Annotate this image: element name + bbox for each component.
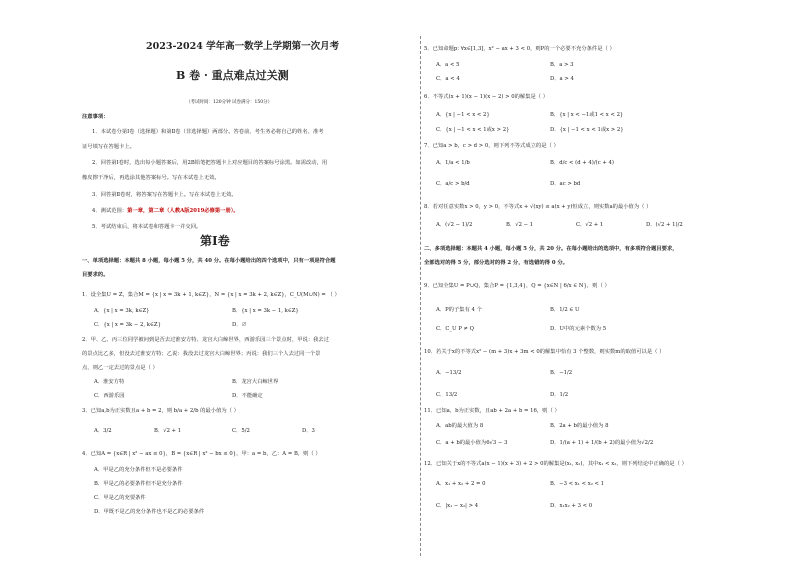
q8-option-b: B．√2 − 1 [506,222,534,228]
note-3: 3．回答第Ⅱ卷时，将答案写在答题卡上。写在本试卷上无效。 [92,192,237,198]
q2-option-c: C．西游乐园 [94,393,125,399]
q4-option-b: B．甲是乙的必要条件但不是充分条件 [94,481,183,487]
q6-option-b: B．{x | x < −1或1 < x < 2} [550,112,624,118]
q11-option-a: A．ab的最大值为 8 [436,423,484,429]
question-1: 1．设全集U = Z，集合M = {x | x = 3k + 1, k∈Z}，N = {x | x = 3k + 2, k∈Z}，C_U(M∪N) = （ ） [82,292,340,298]
q11-option-c: C．a + b的最小值为6√3 − 3 [436,440,508,446]
q3-option-d: D．3 [302,428,315,434]
question-8: 8．若对任意实数x > 0，y > 0，不等式x + √(xy) ≤ a(x + y)恒成立，则实数a的最小值为（ ） [424,204,652,210]
q12-option-b: B．−3 < x₁ < x₂ < 1 [550,481,605,487]
note-2a: 2．回答第Ⅰ卷时，选出每小题答案后，用2B铅笔把答题卡上对应题目的答案标号涂黑。如需改动，用 [92,160,328,166]
question-5: 5．已知命题p: ∀x∈[1,3]，x² − ax + 3 < 0，则P的一个必要不充分条件是（ ） [424,46,615,52]
q6-option-a: A．{x | −1 < x < 2} [436,112,490,118]
question-7: 7．已知a > b，c > d > 0，则下列不等式成立的是（ ） [424,143,559,149]
section-1-title: 第Ⅰ卷 [200,234,230,248]
q12-option-d: D．x₁x₂ + 3 < 0 [550,503,593,509]
right-column [424,0,724,562]
notes-heading: 注意事项： [82,114,109,120]
question-11: 11．已知a，b为正实数，且ab + 2a + b = 16，则（ ） [424,408,560,414]
q3-option-b: B．√2 + 1 [154,428,182,434]
q2-option-d: D．不能确定 [232,393,263,399]
exam-info: （考试时间：120分钟 试卷满分：150分） [186,100,273,105]
q3-option-c: C．5/2 [232,428,250,434]
q1-option-d: D．∅ [232,322,247,328]
q10-option-c: C．13/2 [436,392,458,398]
q9-option-c: C．C_U P ≠ Q [436,326,474,332]
q11-option-d: D．1/(a + 1) + 1/(b + 2)的最小值为√2/2 [550,440,654,446]
note-1b: 证号填写在答题卡上。 [82,144,135,150]
q5-option-a: A．a < 5 [436,62,460,68]
question-2b: 的景点比乙多，但没去过淮安方特；乙说：我没去过龙宫大白鲸世界；丙说：我们三个人去过同一个景 [82,351,321,357]
exam-subtitle: B 卷 · 重点难点过关测 [176,69,289,82]
q5-option-d: D．a > 4 [550,76,574,82]
q4-option-c: C．甲是乙的充要条件 [94,495,146,501]
q12-option-c: C．|x₁ − x₂| > 4 [436,503,479,509]
q11-option-b: B．2a + b的最小值为 8 [550,423,609,429]
note-2b: 橡皮擦干净后，再选涂其他答案标号。写在本试卷上无效。 [82,175,220,181]
q10-option-b: B．−1/2 [550,370,573,376]
question-9: 9．已知全集U = P∪Q，集合P = {1,3,4}，Q = {x∈N | 6/x ∈ N}，则（ ） [424,283,610,289]
question-2a: 2．甲、乙、丙三位同学被问到是否去过淮安方特、龙宫大白鲸世界，西游乐园三个景点时，甲说：我去过 [82,337,330,343]
question-4: 4．已知A = {x∈R | x² − ax ≤ 0}，B = {x∈R | x² − bx ≤ 0}，甲：a = b，乙：A = B，则（ ） [82,451,321,457]
note-4-prefix: 4．测试范围： [92,208,128,214]
q10-option-a: A．−13/2 [436,370,462,376]
question-10: 10．若关于x的不等式x² − (m + 3)x + 3m < 0的解集中恰有 3 个整数，则实数m的取值可以是（ ） [424,349,665,355]
note-4-scope: 第一章，第二章（人教A版2019必修第一册）。 [127,208,239,214]
q3-option-a: A．3/2 [94,428,112,434]
question-6: 6．不等式(x + 1)(x − 1)(x − 2) > 0的解集是（ ） [424,94,549,100]
exam-title: 2023-2024 学年高一数学上学期第一次月考 [146,41,340,52]
q2-option-b: B．龙宫大白鲸世界 [232,379,279,385]
q7-option-d: D．ac > bd [550,181,581,187]
question-12: 12．已知关于x的不等式a(x − 1)(x + 3) + 2 > 0的解集是(x₁, x₂)，其中x₁ < x₂，则下列结论中正确的是（ ） [424,461,687,467]
q4-option-a: A．甲是乙的充分条件但不是必要条件 [94,467,183,473]
q9-option-b: B．1/2 ∈ U [550,307,580,313]
section-2-intro-b: 全部选对的得 5 分，部分选对的得 2 分，有选错的得 0 分。 [424,260,568,266]
section-1-intro-a: 一、单项选择题：本题共 8 小题，每小题 5 分，共 40 分。在每小题给出的四个选项中，只有一项是符合题 [82,258,336,264]
q9-option-a: A．P的子集有 4 个 [436,307,482,313]
q8-option-a: A．(√2 − 1)/2 [436,222,473,228]
column-divider [420,36,421,556]
q5-option-b: B．a > 3 [550,62,574,68]
note-5: 5．考试结束后，将本试卷和答题卡一并交回。 [92,224,202,230]
q8-option-c: C．√2 + 1 [576,222,604,228]
q4-option-d: D．甲既不是乙的充分条件也不是乙的必要条件 [94,509,205,515]
q2-option-a: A．淮安方特 [94,379,125,385]
section-1-intro-b: 目要求的。 [82,272,109,278]
q12-option-a: A．x₁ + x₂ + 2 = 0 [436,481,486,487]
note-1a: 1．本试卷分第Ⅰ卷（选择题）和第Ⅱ卷（非选择题）两部分。答卷前，考生务必将自己的姓名、准考 [92,129,324,135]
q1-option-c: C．{x | x = 3k − 2, k∈Z} [94,322,161,328]
q1-option-b: B．{x | x = 3k − 1, k∈Z} [232,308,299,314]
left-column [82,0,418,562]
section-2-intro-a: 二、多项选择题：本题共 4 小题，每小题 5 分，共 20 分。在每小题给出的选项中，有多项符合题目要求， [424,246,678,252]
note-4 [92,208,239,214]
question-2c: 点，则乙一定去过的景点是（ ） [82,365,158,371]
q7-option-a: A．1/a < 1/b [436,160,470,166]
q10-option-d: D．1/2 [550,392,569,398]
q7-option-c: C．a/c > b/d [436,181,470,187]
q6-option-d: D．{x | −1 < x < 1或x > 2} [550,127,624,133]
q6-option-c: C．{x | −1 < x < 1或x > 2} [436,127,510,133]
question-3: 3．已知a,b为正实数且a + b = 2，则 b/a + 2/b 的最小值为（ ） [82,408,239,414]
q9-option-d: D．U中的元素个数为 5 [550,326,607,332]
q7-option-b: B．d/c < (d + 4)/(c + 4) [550,160,614,166]
q5-option-c: C．a < 4 [436,76,460,82]
q8-option-d: D．(√2 + 1)/2 [646,222,683,228]
q1-option-a: A．{x | x = 3k, k∈Z} [94,308,150,314]
